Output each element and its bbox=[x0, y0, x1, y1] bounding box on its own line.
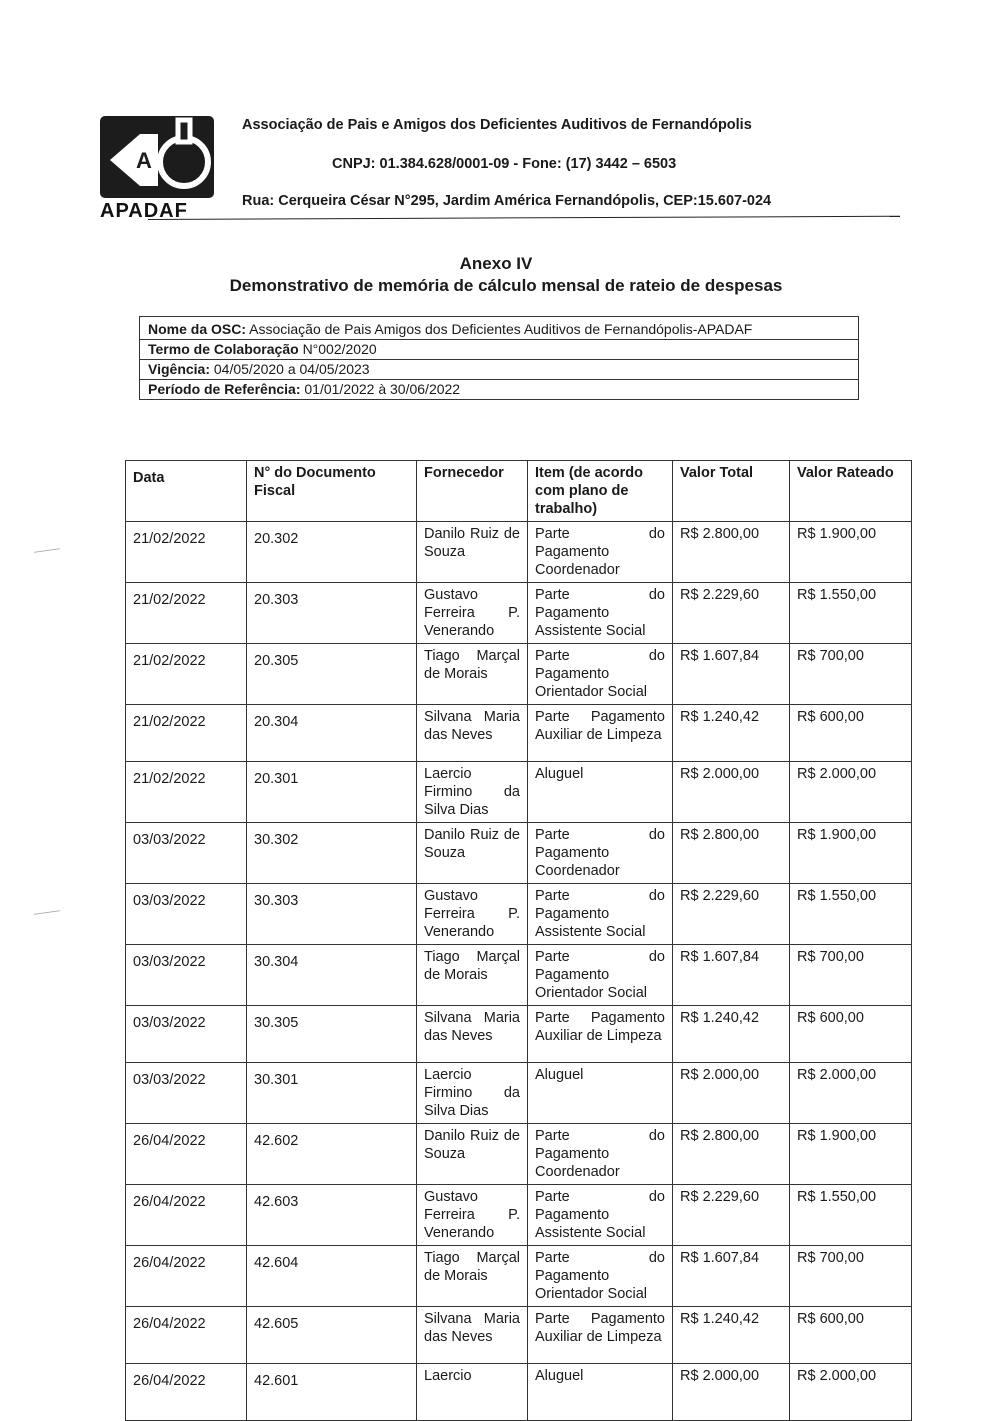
address: Rua: Cerqueira César N°295, Jardim América Fernandópolis, CEP:15.607-024 bbox=[242, 193, 772, 209]
row-valor-rateado: R$ 1.900,00 bbox=[790, 522, 912, 583]
row-valor-rateado: R$ 700,00 bbox=[790, 644, 912, 705]
header-valor-total: Valor Total bbox=[673, 461, 790, 522]
row-date: 26/04/2022 bbox=[126, 1185, 247, 1246]
row-doc-number: 30.304 bbox=[247, 945, 417, 1006]
row-item: Parte do Pagamento Assistente Social bbox=[528, 1185, 673, 1246]
row-valor-rateado: R$ 2.000,00 bbox=[790, 1063, 912, 1124]
row-date: 21/02/2022 bbox=[126, 705, 247, 762]
cnpj-phone: CNPJ: 01.384.628/0001-09 - Fone: (17) 3442 – 6503 bbox=[332, 156, 677, 172]
table-row bbox=[126, 644, 912, 705]
row-valor-total: R$ 1.240,42 bbox=[673, 1006, 790, 1063]
row-date: 03/03/2022 bbox=[126, 945, 247, 1006]
row-doc-number: 20.304 bbox=[247, 705, 417, 762]
table-row bbox=[126, 705, 912, 762]
row-date: 21/02/2022 bbox=[126, 583, 247, 644]
row-valor-total: R$ 2.800,00 bbox=[673, 522, 790, 583]
row-fornecedor: Silvana Maria das Neves bbox=[417, 705, 528, 762]
row-valor-rateado: R$ 1.900,00 bbox=[790, 1124, 912, 1185]
expense-table bbox=[125, 460, 912, 1421]
osc-label: Nome da OSC: bbox=[148, 321, 247, 337]
row-valor-rateado: R$ 1.550,00 bbox=[790, 1185, 912, 1246]
logo-emblem bbox=[100, 116, 214, 198]
row-fornecedor: Gustavo Ferreira P. Venerando bbox=[417, 583, 528, 644]
row-item: Parte do Pagamento Assistente Social bbox=[528, 884, 673, 945]
table-row bbox=[126, 1246, 912, 1307]
row-fornecedor: Laercio Firmino da Silva Dias bbox=[417, 762, 528, 823]
row-fornecedor: Gustavo Ferreira P. Venerando bbox=[417, 884, 528, 945]
osc-info-table bbox=[139, 316, 859, 400]
table-row bbox=[126, 823, 912, 884]
row-fornecedor: Gustavo Ferreira P. Venerando bbox=[417, 1185, 528, 1246]
row-doc-number: 20.303 bbox=[247, 583, 417, 644]
row-valor-total: R$ 2.229,60 bbox=[673, 583, 790, 644]
row-doc-number: 42.603 bbox=[247, 1185, 417, 1246]
table-row bbox=[126, 884, 912, 945]
row-date: 03/03/2022 bbox=[126, 1063, 247, 1124]
logo-text: APADAF bbox=[100, 200, 188, 222]
svg-text:A: A bbox=[136, 148, 152, 173]
row-item: Aluguel bbox=[528, 762, 673, 823]
row-valor-rateado: R$ 700,00 bbox=[790, 945, 912, 1006]
header-fornecedor: Fornecedor bbox=[417, 461, 528, 522]
row-valor-total: R$ 1.607,84 bbox=[673, 644, 790, 705]
header-divider bbox=[148, 216, 900, 220]
row-doc-number: 42.605 bbox=[247, 1307, 417, 1364]
row-valor-rateado: R$ 700,00 bbox=[790, 1246, 912, 1307]
table-row bbox=[126, 1364, 912, 1421]
table-row bbox=[126, 945, 912, 1006]
table-row bbox=[126, 1063, 912, 1124]
row-item: Parte do Pagamento Coordenador bbox=[528, 823, 673, 884]
table-row bbox=[126, 762, 912, 823]
row-doc-number: 20.302 bbox=[247, 522, 417, 583]
row-fornecedor: Laercio Firmino da Silva Dias bbox=[417, 1063, 528, 1124]
row-doc-number: 30.303 bbox=[247, 884, 417, 945]
row-valor-rateado: R$ 600,00 bbox=[790, 705, 912, 762]
row-valor-rateado: R$ 600,00 bbox=[790, 1006, 912, 1063]
header-item: Item (de acordo com plano de trabalho) bbox=[528, 461, 673, 522]
row-valor-rateado: R$ 1.550,00 bbox=[790, 583, 912, 644]
table-row bbox=[126, 1185, 912, 1246]
row-doc-number: 42.601 bbox=[247, 1364, 417, 1421]
row-doc-number: 30.305 bbox=[247, 1006, 417, 1063]
row-valor-total: R$ 2.229,60 bbox=[673, 1185, 790, 1246]
scan-mark bbox=[34, 910, 60, 915]
row-valor-total: R$ 1.607,84 bbox=[673, 945, 790, 1006]
row-fornecedor: Tiago Marçal de Morais bbox=[417, 644, 528, 705]
row-valor-total: R$ 2.800,00 bbox=[673, 1124, 790, 1185]
row-item: Parte do Pagamento Coordenador bbox=[528, 522, 673, 583]
row-valor-total: R$ 2.000,00 bbox=[673, 1063, 790, 1124]
row-item: Parte do Pagamento Assistente Social bbox=[528, 583, 673, 644]
row-fornecedor: Laercio bbox=[417, 1364, 528, 1421]
row-doc-number: 42.604 bbox=[247, 1246, 417, 1307]
row-date: 03/03/2022 bbox=[126, 884, 247, 945]
row-date: 21/02/2022 bbox=[126, 644, 247, 705]
apadaf-logo bbox=[100, 116, 216, 220]
termo-value: N°002/2020 bbox=[302, 341, 377, 357]
table-row bbox=[126, 1124, 912, 1185]
org-name: Associação de Pais e Amigos dos Deficientes Auditivos de Fernandópolis bbox=[242, 117, 752, 133]
row-valor-rateado: R$ 1.900,00 bbox=[790, 823, 912, 884]
periodo-value: 01/01/2022 à 30/06/2022 bbox=[304, 381, 461, 397]
termo-row bbox=[140, 340, 859, 360]
row-fornecedor: Silvana Maria das Neves bbox=[417, 1006, 528, 1063]
table-row bbox=[126, 522, 912, 583]
header-documento: N° do Documento Fiscal bbox=[247, 461, 417, 522]
row-valor-rateado: R$ 600,00 bbox=[790, 1307, 912, 1364]
ear-symbol-icon bbox=[100, 116, 214, 198]
row-item: Parte do Pagamento Orientador Social bbox=[528, 1246, 673, 1307]
row-fornecedor: Tiago Marçal de Morais bbox=[417, 1246, 528, 1307]
osc-value: Associação de Pais Amigos dos Deficientes Auditivos de Fernandópolis-APADAF bbox=[249, 321, 753, 337]
table-row bbox=[126, 1307, 912, 1364]
row-valor-rateado: R$ 2.000,00 bbox=[790, 762, 912, 823]
row-fornecedor: Tiago Marçal de Morais bbox=[417, 945, 528, 1006]
row-fornecedor: Danilo Ruiz de Souza bbox=[417, 823, 528, 884]
row-item: Aluguel bbox=[528, 1364, 673, 1421]
row-valor-total: R$ 1.240,42 bbox=[673, 1307, 790, 1364]
row-valor-rateado: R$ 1.550,00 bbox=[790, 884, 912, 945]
row-item: Parte do Pagamento Orientador Social bbox=[528, 945, 673, 1006]
row-doc-number: 30.302 bbox=[247, 823, 417, 884]
row-date: 26/04/2022 bbox=[126, 1307, 247, 1364]
row-date: 21/02/2022 bbox=[126, 522, 247, 583]
vigencia-value: 04/05/2020 a 04/05/2023 bbox=[213, 361, 370, 377]
row-valor-total: R$ 1.607,84 bbox=[673, 1246, 790, 1307]
row-item: Parte do Pagamento Orientador Social bbox=[528, 644, 673, 705]
vigencia-label: Vigência: bbox=[148, 361, 210, 377]
vigencia-row bbox=[140, 360, 859, 380]
row-date: 26/04/2022 bbox=[126, 1246, 247, 1307]
row-valor-total: R$ 2.229,60 bbox=[673, 884, 790, 945]
row-doc-number: 20.305 bbox=[247, 644, 417, 705]
row-date: 26/04/2022 bbox=[126, 1364, 247, 1421]
row-date: 03/03/2022 bbox=[126, 823, 247, 884]
row-doc-number: 30.301 bbox=[247, 1063, 417, 1124]
row-valor-total: R$ 2.000,00 bbox=[673, 1364, 790, 1421]
row-valor-total: R$ 1.240,42 bbox=[673, 705, 790, 762]
header-data: Data bbox=[126, 461, 247, 522]
header-valor-rateado: Valor Rateado bbox=[790, 461, 912, 522]
table-row bbox=[126, 583, 912, 644]
row-item: Parte Pagamento Auxiliar de Limpeza bbox=[528, 705, 673, 762]
periodo-label: Período de Referência: bbox=[148, 381, 301, 397]
row-date: 03/03/2022 bbox=[126, 1006, 247, 1063]
row-date: 21/02/2022 bbox=[126, 762, 247, 823]
document-subtitle: Demonstrativo de memória de cálculo mensal de rateio de despesas bbox=[229, 276, 783, 295]
row-item: Parte Pagamento Auxiliar de Limpeza bbox=[528, 1307, 673, 1364]
termo-label: Termo de Colaboração bbox=[148, 341, 299, 357]
row-fornecedor: Silvana Maria das Neves bbox=[417, 1307, 528, 1364]
row-valor-total: R$ 2.000,00 bbox=[673, 762, 790, 823]
row-item: Parte Pagamento Auxiliar de Limpeza bbox=[528, 1006, 673, 1063]
row-item: Parte do Pagamento Coordenador bbox=[528, 1124, 673, 1185]
row-item: Aluguel bbox=[528, 1063, 673, 1124]
row-doc-number: 20.301 bbox=[247, 762, 417, 823]
table-header-row bbox=[126, 461, 912, 522]
osc-name-row bbox=[140, 317, 859, 340]
periodo-row bbox=[140, 380, 859, 400]
table-row bbox=[126, 1006, 912, 1063]
annex-title: Anexo IV bbox=[459, 254, 533, 273]
row-valor-total: R$ 2.800,00 bbox=[673, 823, 790, 884]
row-doc-number: 42.602 bbox=[247, 1124, 417, 1185]
scan-mark bbox=[34, 548, 60, 553]
row-fornecedor: Danilo Ruiz de Souza bbox=[417, 522, 528, 583]
row-valor-rateado: R$ 2.000,00 bbox=[790, 1364, 912, 1421]
row-date: 26/04/2022 bbox=[126, 1124, 247, 1185]
row-fornecedor: Danilo Ruiz de Souza bbox=[417, 1124, 528, 1185]
